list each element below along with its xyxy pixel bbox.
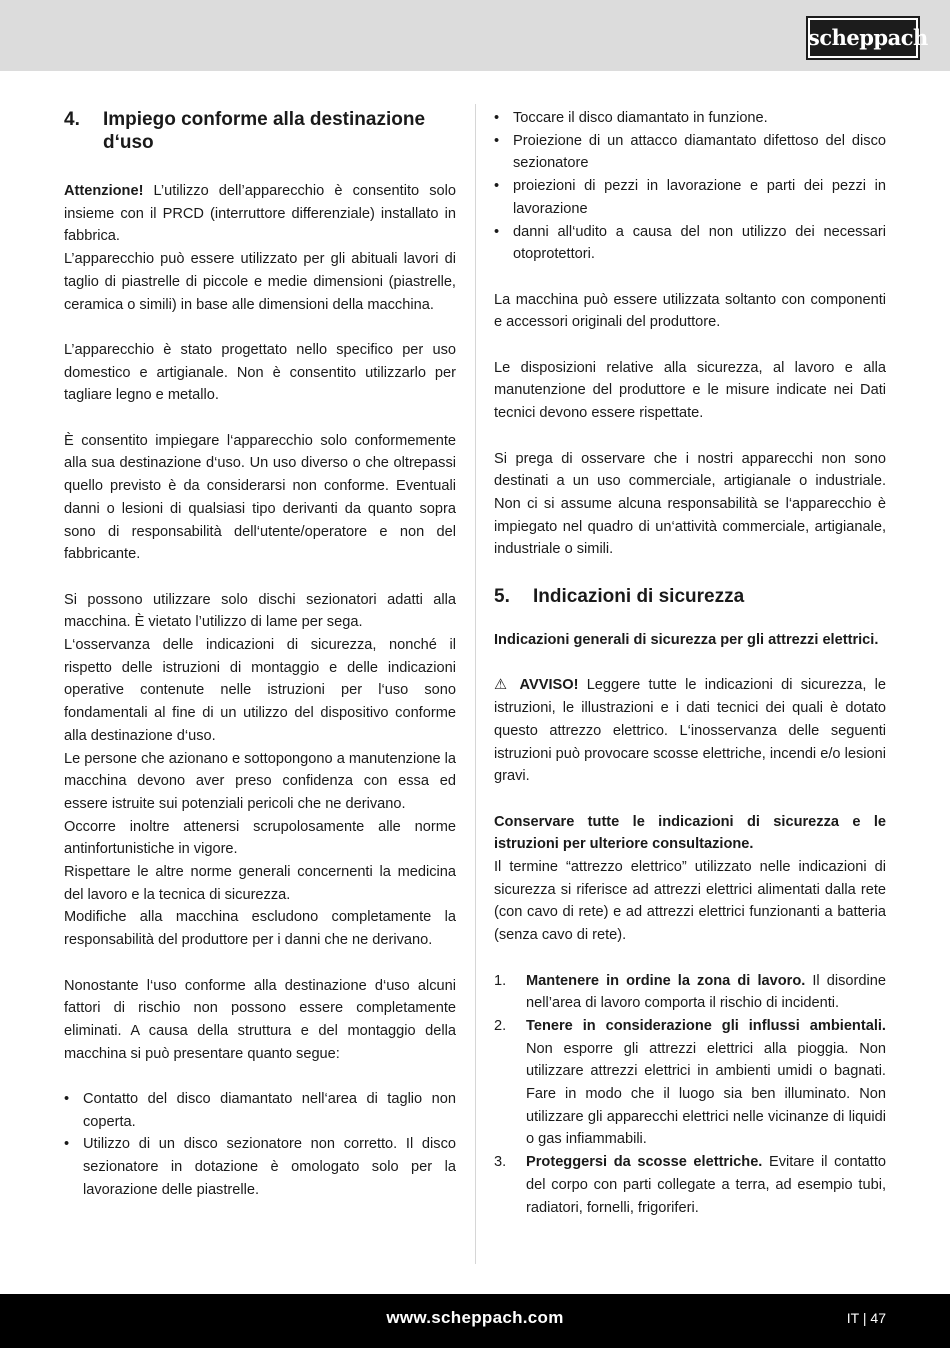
item-title: Tenere in considerazione gli influssi ambientali.	[526, 1017, 886, 1034]
list-item	[494, 970, 886, 1015]
section-title: Impiego conforme alla destinazione d‘uso	[103, 109, 426, 153]
item-number: 3.	[494, 1154, 507, 1171]
page-indicator: IT | 47	[846, 1310, 886, 1326]
section-title: Indicazioni di sicurezza	[533, 586, 745, 608]
section-number: 4.	[64, 109, 80, 130]
paragraph: Occorre inoltre attenersi scrupolosamente alle norme antinfortunistiche in vigore.	[64, 818, 456, 858]
paragraph: L‘osservanza delle indicazioni di sicurezza, nonché il rispetto delle istruzioni di montaggio e delle indicazioni operative contenute nelle istruzioni per l‘uso sono fondamentali al fine di un utilizzo del dispositivo conforme alla destinazione d‘uso.	[64, 637, 456, 744]
list-item: • Contatto del disco diamantato nell‘area di taglio non coperta.	[64, 1088, 456, 1133]
header-bar	[0, 0, 950, 71]
warning-icon: ⚠	[494, 677, 512, 694]
item-number: 1.	[494, 972, 507, 989]
item-title: Mantenere in ordine la zona di lavoro.	[526, 972, 806, 989]
item-title: Proteggersi da scosse elettriche.	[526, 1154, 763, 1171]
paragraph: Le disposizioni relative alla sicurezza, al lavoro e alla manutenzione del produttore e le misure indicate nei Dati tecnici devono essere rispettate.	[494, 359, 886, 422]
paragraph: Nonostante l‘uso conforme alla destinazione d‘uso alcuni fattori di rischio non possono essere completamente eliminati. A causa della struttura e del montaggio della macchina si può presentare quanto segue:	[64, 977, 456, 1062]
paragraph: Si prega di osservare che i nostri apparecchi non sono destinati a un uso commerciale, artigianale o industriale. Non ci si assume alcuna responsabilità se l‘apparecchio è impiegato nel quadro di un‘attività commerciale, artigianale, industriale o simili.	[494, 450, 886, 558]
list-item: • proiezioni di pezzi in lavorazione e parti dei pezzi in lavorazione	[494, 175, 886, 220]
paragraph: L’apparecchio può essere utilizzato per gli abituali lavori di taglio di piastrelle di piccole e medie dimensioni (piastrelle, ceramica o simili) in base alle dimensioni della macchina.	[64, 251, 456, 313]
section-number: 5.	[494, 586, 510, 608]
paragraph: Le persone che azionano e sottopongono a manutenzione la macchina devono aver preso confidenza con essa ed essere istruite sui potenziali pericoli che ne derivano.	[64, 750, 456, 812]
paragraph	[64, 180, 456, 248]
footer-bar	[0, 1294, 950, 1348]
risk-list-continued	[494, 107, 886, 266]
section-5-heading	[494, 585, 886, 608]
list-item: • Toccare il disco diamantato in funzione.	[494, 107, 886, 130]
risk-list	[64, 1088, 456, 1202]
paragraph: L’apparecchio è stato progettato nello specifico per uso domestico e artigianale. Non è consentito utilizzarlo per tagliare legno e metallo.	[64, 341, 456, 404]
paragraph: È consentito impiegare l‘apparecchio solo conformemente alla sua destinazione d‘uso. Un uso diverso o che oltrepassi quello previsto è da considerarsi non conforme. Eventuali danni o lesioni di qualsiasi tipo derivanti da quanto sopra sono di responsabilità dell‘utente/operatore e non del fabbricante.	[64, 432, 456, 563]
item-text: Evitare il contatto del corpo con parti collegate a terra, ad esempio tubi, radiatori, fornelli, frigoriferi.	[526, 1154, 887, 1216]
list-item: • Utilizzo di un disco sezionatore non corretto. Il disco sezionatore in dotazione è omologato solo per la lavorazione delle piastrelle.	[64, 1133, 456, 1201]
subheading: Conservare tutte le indicazioni di sicurezza e le istruzioni per ulteriore consultazione.	[494, 813, 886, 853]
right-column	[494, 107, 886, 1219]
warning-paragraph	[494, 674, 886, 788]
paragraph: La macchina può essere utilizzata soltanto con componenti e accessori originali del produttore.	[494, 291, 886, 331]
attention-label: Attenzione!	[64, 183, 144, 199]
item-text: Il disordine nell’area di lavoro comporta il rischio di incidenti.	[526, 972, 886, 1012]
left-column	[64, 107, 456, 1202]
paragraph-text: L’utilizzo dell’apparecchio è consentito solo insieme con il PRCD (interruttore differenziale) installato in fabbrica.	[64, 183, 456, 245]
list-item	[494, 1015, 886, 1151]
website-link[interactable]: www.scheppach.com	[386, 1308, 564, 1327]
list-item: • Proiezione di un attacco diamantato difettoso del disco sezionatore	[494, 130, 886, 175]
language-code: IT	[846, 1310, 859, 1326]
paragraph: Rispettare le altre norme generali concernenti la medicina del lavoro e la tecnica di sicurezza.	[64, 864, 456, 903]
list-item	[494, 1151, 886, 1219]
page-number: 47	[870, 1310, 886, 1326]
paragraph: Si possono utilizzare solo dischi sezionatori adatti alla macchina. È vietato l’utilizzo di lame per sega.	[64, 591, 456, 631]
warning-label: AVVISO!	[519, 677, 579, 694]
paragraph: Il termine “attrezzo elettrico” utilizzato nelle indicazioni di sicurezza si riferisce ad attrezzi elettrici alimentati dalla rete (con cavo di rete) e ad attrezzi elettrici funzionanti a batteria (senza cavo di rete).	[494, 859, 886, 944]
paragraph: Modifiche alla macchina escludono completamente la responsabilità del produttore per i danni che ne derivano.	[64, 909, 456, 949]
section-4-heading	[64, 107, 456, 154]
list-item: • danni all‘udito a causa del non utilizzo dei necessari otoprotettori.	[494, 221, 886, 266]
subheading: Indicazioni generali di sicurezza per gli attrezzi elettrici.	[494, 632, 879, 649]
safety-list	[494, 970, 886, 1220]
item-number: 2.	[494, 1017, 507, 1034]
item-text: Non esporre gli attrezzi elettrici alla pioggia. Non utilizzare attrezzi elettrici in ambienti umidi o bagnati. Fare in modo che il luogo sia ben illuminato. Non utilizzare gli apparecchi elettrici nelle vicinanze di liquidi o gas infiammabili.	[526, 1040, 886, 1148]
scheppach-logo: scheppach	[806, 16, 920, 60]
column-divider	[475, 104, 476, 1264]
paragraph-text: Leggere tutte le indicazioni di sicurezza, le istruzioni, le illustrazioni e i dati tecnici dei quali è dotato questo attrezzo elettrico. L‘inosservanza delle seguenti istruzioni può provocare scosse elettriche, incendi e/o lesioni gravi.	[494, 677, 886, 785]
